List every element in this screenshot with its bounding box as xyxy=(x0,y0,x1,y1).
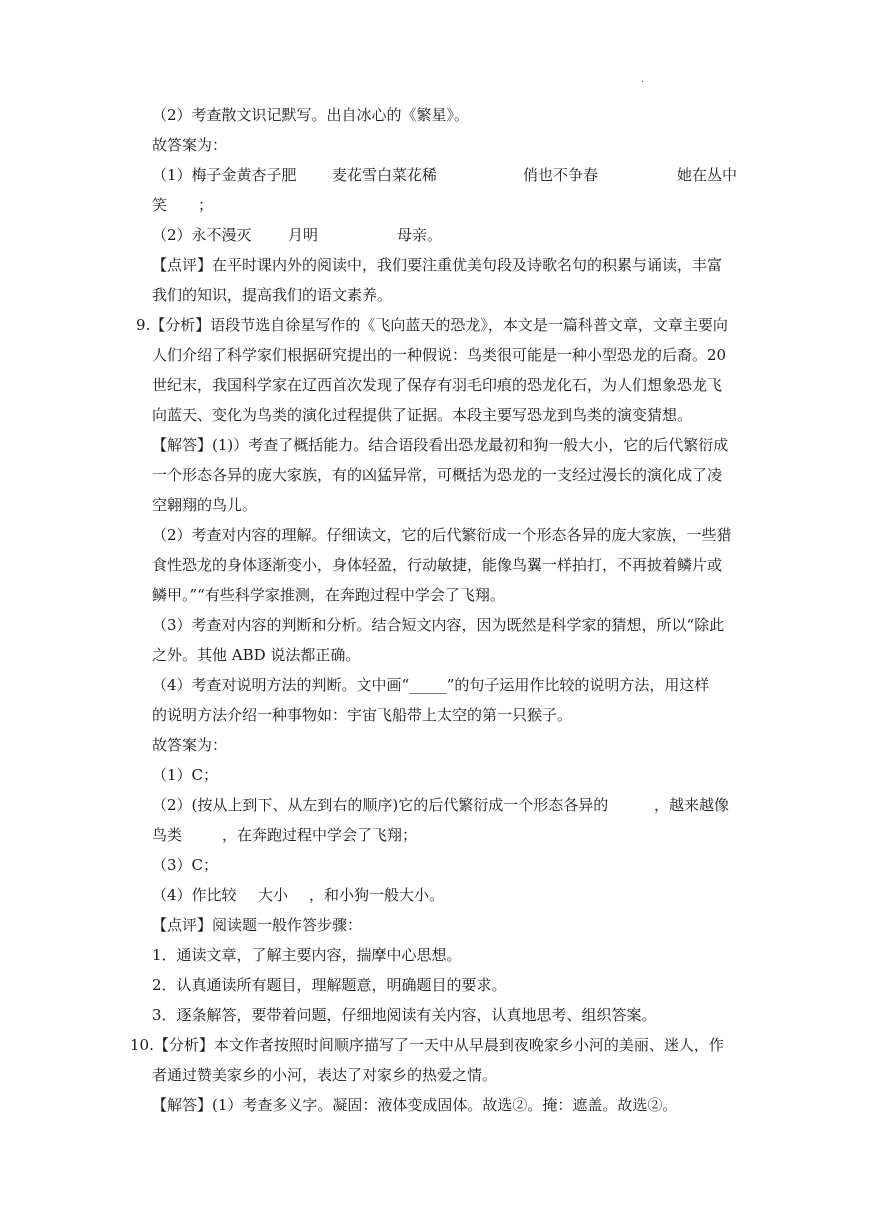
text-line: 之外。其他 ABD 说法都正确。 xyxy=(152,646,361,664)
answer-segment: （4）作比较 xyxy=(152,886,237,904)
text-line: （2）考查散文识记默写。出自冰心的《繁星》。 xyxy=(152,106,470,124)
question-heading: 10.【分析】本文作者按照时间顺序描写了一天中从早晨到夜晚家乡小河的美丽、迷人，作 xyxy=(130,1036,724,1054)
question-heading: 9.【分析】语段节选自徐星写作的《飞向蓝天的恐龙》，本文是一篇科普文章，文章主要向 xyxy=(136,316,728,334)
text-line: 故答案为： xyxy=(152,136,228,154)
answer-segment: ，和小狗一般大小。 xyxy=(309,886,445,904)
answer-segment: （2）(按从上到下、从左到右的顺序)它的后代繁衍成一个形态各异的 xyxy=(152,796,609,814)
answer-segment: ，越来越像 xyxy=(654,796,730,814)
answer-segment: 她在丛中 xyxy=(677,166,738,184)
text-line: （4）考查对说明方法的判断。文中画“_____”的句子运用作比较的说明方法，用这样 xyxy=(152,676,710,694)
answer-segment: （2）永不漫灭 xyxy=(152,226,252,244)
list-item: 2．认真通读所有题目，理解题意，明确题目的要求。 xyxy=(152,976,507,994)
text-line: 向蓝天、变化为鸟类的演化过程提供了证据。本段主要写恐龙到鸟类的演变猜想。 xyxy=(152,406,693,424)
text-line: 一个形态各异的庞大家族，有的凶猛异常，可概括为恐龙的一支经过漫长的演化成了凌 xyxy=(152,466,723,484)
text-line: 故答案为： xyxy=(152,736,228,754)
answer-segment: 笑 xyxy=(152,196,168,214)
text-line: 【点评】在平时课内外的阅读中，我们要注重优美句段及诗歌名句的积累与诵读，丰富 xyxy=(152,256,723,274)
text-line: 者通过赞美家乡的小河，表达了对家乡的热爱之情。 xyxy=(152,1066,498,1084)
header-mark: · xyxy=(641,77,645,88)
answer-segment: （1）梅子金黄杏子肥 xyxy=(152,166,297,184)
text-line: 【点评】阅读题一般作答步骤： xyxy=(152,916,363,934)
text-line: 鳞甲。”“有些科学家推测，在奔跑过程中学会了飞翔。 xyxy=(152,586,505,604)
text-line: （3）考查对内容的判断和分析。结合短文内容，因为既然是科学家的猜想，所以“除此 xyxy=(152,616,725,634)
answer-segment: 俏也不争春 xyxy=(523,166,599,184)
text-line: 人们介绍了科学家们根据研究提出的一种假说：鸟类很可能是一种小型恐龙的后裔。20 xyxy=(152,346,727,364)
answer-segment: 鸟类 xyxy=(152,826,183,844)
answer-segment: 月明 xyxy=(288,226,319,244)
text-line: 我们的知识，提高我们的语文素养。 xyxy=(152,286,393,304)
text-line: （1）C； xyxy=(152,766,219,784)
text-line: （2）考查对内容的理解。仔细读文，它的后代繁衍成一个形态各异的庞大家族，一些猎 xyxy=(152,526,732,544)
text-line: 空翱翔的鸟儿。 xyxy=(152,496,258,514)
text-line: 【解答】(1)）考查了概括能力。结合语段看出恐龙最初和狗一般大小，它的后代繁衍成 xyxy=(152,436,729,454)
text-line: 的说明方法介绍一种事物如：宇宙飞船带上太空的第一只猴子。 xyxy=(152,706,573,724)
list-item: 3．逐条解答，要带着问题，仔细地阅读有关内容，认真地思考、组织答案。 xyxy=(152,1006,657,1024)
list-item: 1．通读文章，了解主要内容，揣摩中心思想。 xyxy=(152,946,462,964)
text-line: 世纪末，我国科学家在辽西首次发现了保存有羽毛印痕的恐龙化石，为人们想象恐龙飞 xyxy=(152,376,723,394)
answer-segment: ； xyxy=(198,196,214,214)
answer-segment: 大小 xyxy=(258,886,289,904)
answer-segment: 母亲。 xyxy=(397,226,443,244)
text-line: （3）C； xyxy=(152,856,219,874)
answer-segment: 麦花雪白菜花稀 xyxy=(332,166,438,184)
text-line: 【解答】(1）考查多义字。凝固：液体变成固体。故选②。掩：遮盖。故选②。 xyxy=(152,1096,678,1114)
text-line: 食性恐龙的身体逐渐变小，身体轻盈，行动敏捷，能像鸟翼一样拍打，不再披着鳞片或 xyxy=(152,556,723,574)
answer-segment: ，在奔跑过程中学会了飞翔； xyxy=(222,826,418,844)
